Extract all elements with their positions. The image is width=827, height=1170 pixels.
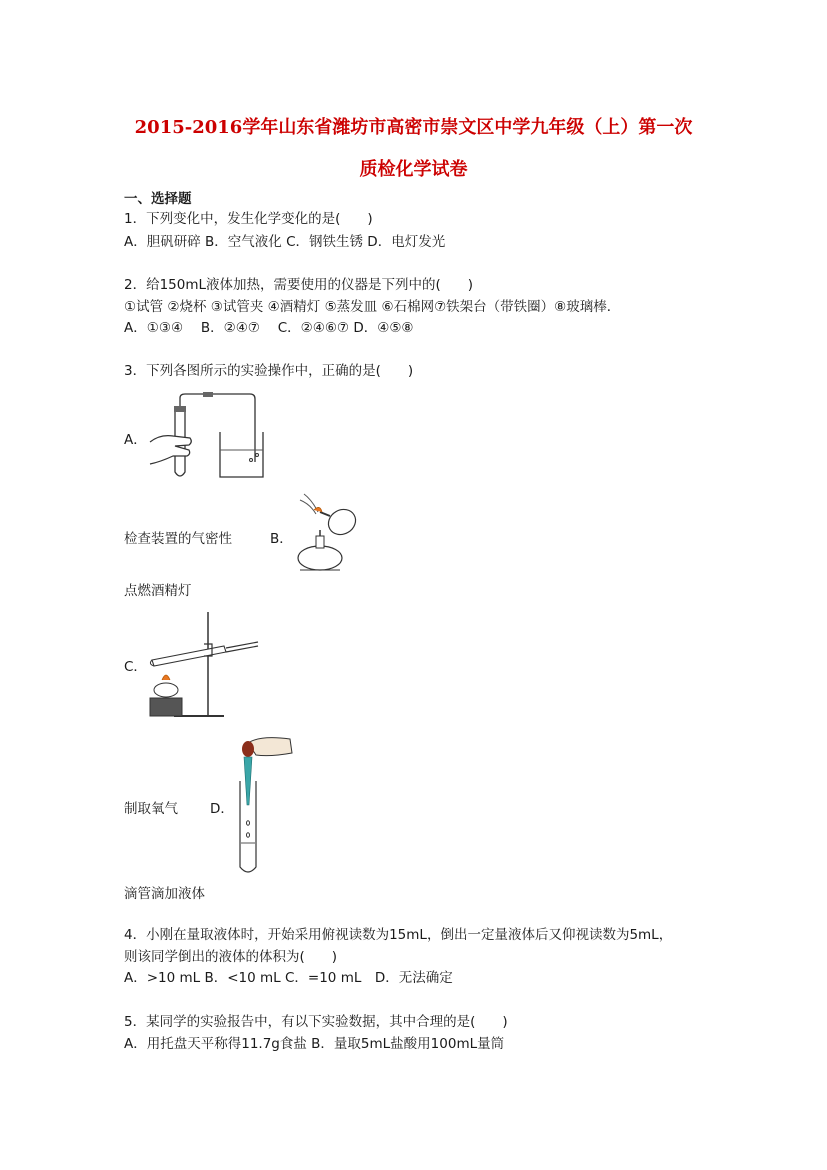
exam-title-line1: 2015-2016学年山东省潍坊市高密市崇文区中学九年级（上）第一次 <box>134 117 693 138</box>
q3-option-a-caption: 检查装置的气密性 <box>124 531 232 547</box>
alcohol-lamp-lighting-figure <box>290 490 368 578</box>
q2-options: A．①③④ B．②④⑦ C．②④⑥⑦ D．④⑤⑧ <box>124 320 414 336</box>
q3-option-c-letter: C． <box>124 659 147 675</box>
q3-option-a-letter: A． <box>124 432 147 448</box>
dropper-figure <box>230 735 296 877</box>
q1-options: A．胆矾研碎 B．空气液化 C．钢铁生锈 D．电灯发光 <box>124 234 446 250</box>
section-heading: 一、选择题 <box>124 191 192 207</box>
q4-stem-line2: 则该同学倒出的液体的体积为( ) <box>124 949 338 965</box>
q3-stem: 3．下列各图所示的实验操作中，正确的是( ) <box>124 363 414 379</box>
exam-title-line2: 质检化学试卷 <box>359 159 468 180</box>
q4-stem-line1: 4．小刚在量取液体时，开始采用俯视读数为15mL，倒出一定量液体后又仰视读数为5mL， <box>124 927 673 943</box>
q1-stem: 1．下列变化中，发生化学变化的是( ) <box>124 211 373 227</box>
q5-stem: 5．某同学的实验报告中，有以下实验数据，其中合理的是( ) <box>124 1014 508 1030</box>
q3-option-c-caption: 制取氧气 <box>124 801 178 817</box>
q3-option-b-letter: B． <box>270 531 293 547</box>
q3-option-d-letter: D． <box>210 801 234 817</box>
q4-options: A．>10 mL B．<10 mL C．=10 mL D．无法确定 <box>124 970 453 986</box>
q2-stem: 2．给150mL液体加热，需要使用的仪器是下列中的( ) <box>124 277 474 293</box>
q5-options: A．用托盘天平称得11.7g食盐 B．量取5mL盐酸用100mL量筒 <box>124 1036 505 1052</box>
q2-items: ①试管 ②烧杯 ③试管夹 ④酒精灯 ⑤蒸发皿 ⑥石棉网⑦铁架台（带铁圈）⑧玻璃棒． <box>124 299 621 315</box>
oxygen-apparatus-figure <box>144 608 262 720</box>
airtightness-check-figure <box>145 392 270 484</box>
q3-option-b-caption: 点燃酒精灯 <box>124 583 192 599</box>
q3-option-d-caption: 滴管滴加液体 <box>124 886 205 902</box>
